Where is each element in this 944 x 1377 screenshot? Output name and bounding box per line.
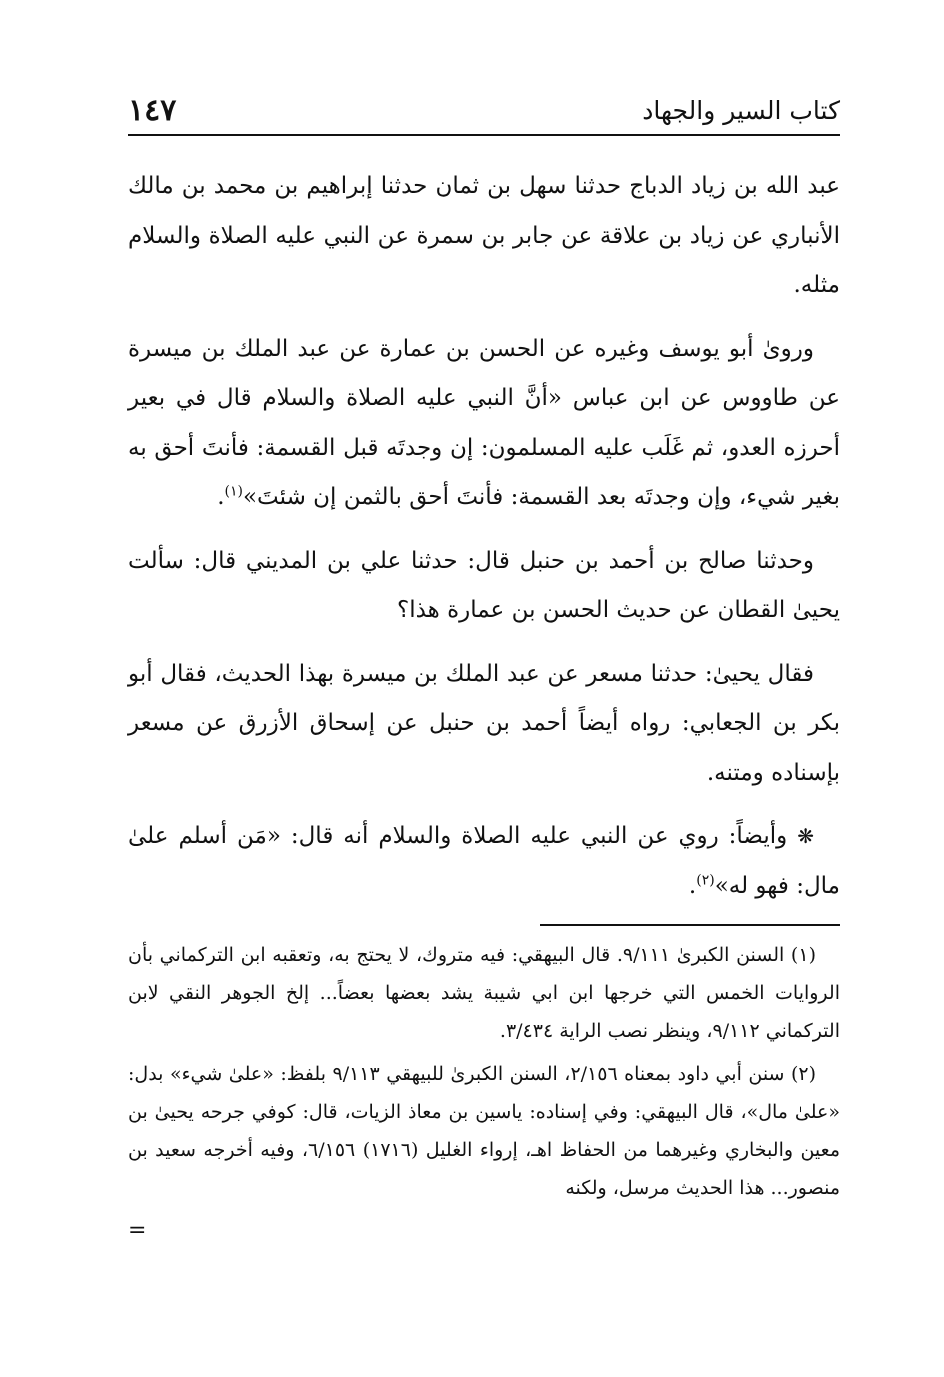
star-marker: ❋ — [797, 824, 814, 848]
paragraph-end: . — [688, 872, 697, 899]
footnote: (٢) سنن أبي داود بمعناه ٢/١٥٦، السنن الكبرىٰ للبيهقي ٩/١١٣ بلفظ: «علىٰ شيء» بدل: «علىٰ مال»، قال البيهقي: وفي إسناده: ياسين بن معاذ الزيات، قال: كوفي جرحه يحيىٰ بن معين والبخاري وغيرهما من الحفاظ اهـ، إرواء الغليل (١٧١٦) ٦/١٥٦، وفيه أخرجه سعيد بن منصور... هذا الحديث مرسل، ولكنه — [128, 1063, 841, 1199]
page-header — [128, 88, 840, 132]
header-rule — [128, 134, 840, 136]
paragraph-text: وحدثنا صالح بن أحمد بن حنبل قال: حدثنا علي بن المديني قال: سألت يحيىٰ القطان عن حديث الحسن بن عمارة هذا؟ — [128, 547, 840, 623]
main-text — [128, 162, 840, 925]
footnote-ref: (١) — [224, 483, 243, 500]
footnotes — [128, 937, 840, 1208]
footnote-separator — [540, 924, 840, 926]
footnote-ref: (٢) — [696, 871, 715, 888]
paragraph-text: وأيضاً: روي عن النبي عليه الصلاة والسلام أنه قال: «مَن أسلم علىٰ مال: فهو له» — [128, 823, 840, 899]
paragraph-end: . — [217, 484, 225, 510]
footnote: (١) السنن الكبرىٰ ٩/١١١. قال البيهقي: فيه متروك، لا يحتج به، وتعقبه ابن التركماني بأن الروايات الخمس التي خرجها ابن ابي شيبة يشد بعضها بعضاً... إلخ الجوهر النقي لابن التركماني ٩/١١٢، وينظر نصب الراية ٣/٤٣٤. — [128, 944, 840, 1042]
paragraph — [128, 812, 840, 911]
paragraph — [128, 325, 840, 523]
paragraph — [128, 537, 840, 636]
paragraph-text: فقال يحيىٰ: حدثنا مسعر عن عبد الملك بن ميسرة بهذا الحديث، فقال أبو بكر بن الجعابي: رواه أيضاً أحمد بن حنبل عن إسحاق الأزرق عن مسعر بإسناده ومتنه. — [128, 660, 840, 786]
page-number: ١٤٧ — [128, 92, 177, 128]
continuation-mark: = — [128, 1218, 147, 1243]
paragraph-text: وروىٰ أبو يوسف وغيره عن الحسن بن عمارة عن عبد الملك بن ميسرة عن طاووس عن ابن عباس «أنَّ النبي عليه الصلاة والسلام قال في بعير أحرزه العدو، ثم غَلَب عليه المسلمون: إن وجدتَه قبل القسمة: فأنتَ أحق به بغير شيء، وإن وجدتَه بعد القسمة: فأنتَ أحق بالثمن إن شئتَ» — [128, 335, 840, 510]
paragraph-text: عبد الله بن زياد الدباج حدثنا سهل بن ثمان حدثنا إبراهيم بن محمد بن مالك الأنباري عن زياد بن علاقة عن جابر بن سمرة عن النبي عليه الصلاة والسلام مثله. — [128, 173, 840, 298]
paragraph — [128, 650, 840, 799]
paragraph — [128, 162, 840, 311]
running-title: كتاب السير والجهاد — [642, 95, 840, 125]
